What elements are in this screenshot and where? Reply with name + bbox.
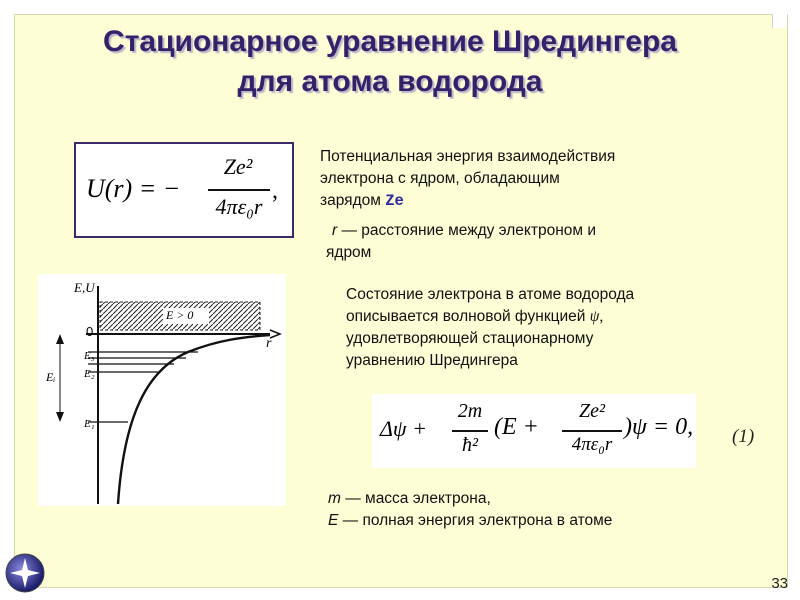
energy-text: — полная энергия электрона в атоме — [338, 512, 613, 529]
eq-den-1: ħ² — [462, 434, 478, 456]
eq-num-1: 2m — [457, 400, 483, 422]
state-desc-line-3: удовлетворяющей стационарному — [346, 330, 594, 347]
ionization-arrow-head-up — [56, 334, 64, 344]
potential-formula-box — [74, 142, 294, 238]
eq-num-2: Ze² — [579, 400, 605, 422]
slide-title — [40, 22, 740, 102]
charge-symbol: Ze — [385, 192, 404, 210]
definitions — [328, 488, 748, 532]
charge-label: зарядом — [320, 192, 386, 209]
r-desc-line-2: ядром — [326, 244, 372, 261]
energy-diagram — [38, 274, 286, 506]
diagram-ionization-label: Eᵢ — [46, 370, 56, 384]
def-mass — [328, 488, 748, 510]
potential-trail: , — [272, 178, 278, 204]
mass-variable: m — [328, 490, 341, 507]
diagram-level-1: E₁ — [84, 418, 95, 430]
r-variable: r — [332, 222, 338, 239]
potential-numerator: Ze² — [223, 154, 253, 179]
diagram-level-2: E₂ — [84, 368, 95, 380]
state-desc-line-2-text: описывается волновой функцией — [346, 308, 590, 325]
potential-description — [320, 146, 740, 212]
energy-diagram-svg — [38, 274, 286, 506]
r-desc-line-1 — [326, 220, 746, 242]
page-number: 33 — [771, 575, 788, 592]
institution-logo-icon — [4, 552, 46, 594]
eq-den-2: 4πε₀r — [571, 434, 613, 455]
equation-number: (1) — [732, 426, 755, 447]
def-energy — [328, 510, 748, 532]
diagram-axis-y-label: E,U — [74, 280, 95, 295]
eq-laplacian: Δψ + — [380, 416, 427, 441]
diagram-level-3: E₃ — [84, 350, 95, 362]
state-description — [346, 284, 746, 372]
r-desc-text: — расстояние между электроном и — [337, 222, 597, 239]
eq-middle: (E + — [494, 414, 539, 440]
slide-corner — [772, 14, 787, 28]
potential-curve — [118, 335, 270, 504]
energy-variable: E — [328, 512, 339, 529]
r-description — [326, 220, 746, 264]
diagram-band-label: E > 0 — [166, 308, 194, 322]
potential-desc-line-1: Потенциальная энергия взаимодействия — [320, 148, 616, 165]
potential-lhs: U(r) = − — [86, 174, 181, 203]
schrodinger-equation-box — [372, 394, 696, 468]
mass-text: — масса электрона, — [340, 490, 491, 507]
x-axis-arrow — [270, 330, 280, 338]
eq-bar-1 — [452, 430, 488, 432]
ionization-arrow-head-down — [56, 412, 64, 422]
state-desc-line-4: уравнению Шредингера — [346, 352, 518, 369]
state-desc-line-2 — [346, 306, 746, 328]
potential-desc-line-2: электрона с ядром, обладающим — [320, 170, 560, 187]
eq-bar-2 — [562, 430, 622, 432]
diagram-zero-label: 0 — [86, 324, 94, 339]
psi-symbol: ψ, — [589, 308, 604, 325]
diagram-axis-x-label: r — [266, 336, 272, 351]
potential-desc-line-3 — [320, 190, 740, 212]
eq-end: )ψ = 0, — [624, 414, 694, 440]
title-line-1: Стационарное уравнение Шредингера — [103, 25, 677, 58]
potential-denominator: 4πε₀r — [215, 194, 263, 219]
potential-fraction-bar — [208, 189, 270, 191]
title-line-2: для атома водорода — [237, 65, 543, 98]
state-desc-line-1: Состояние электрона в атоме водорода — [346, 286, 635, 303]
